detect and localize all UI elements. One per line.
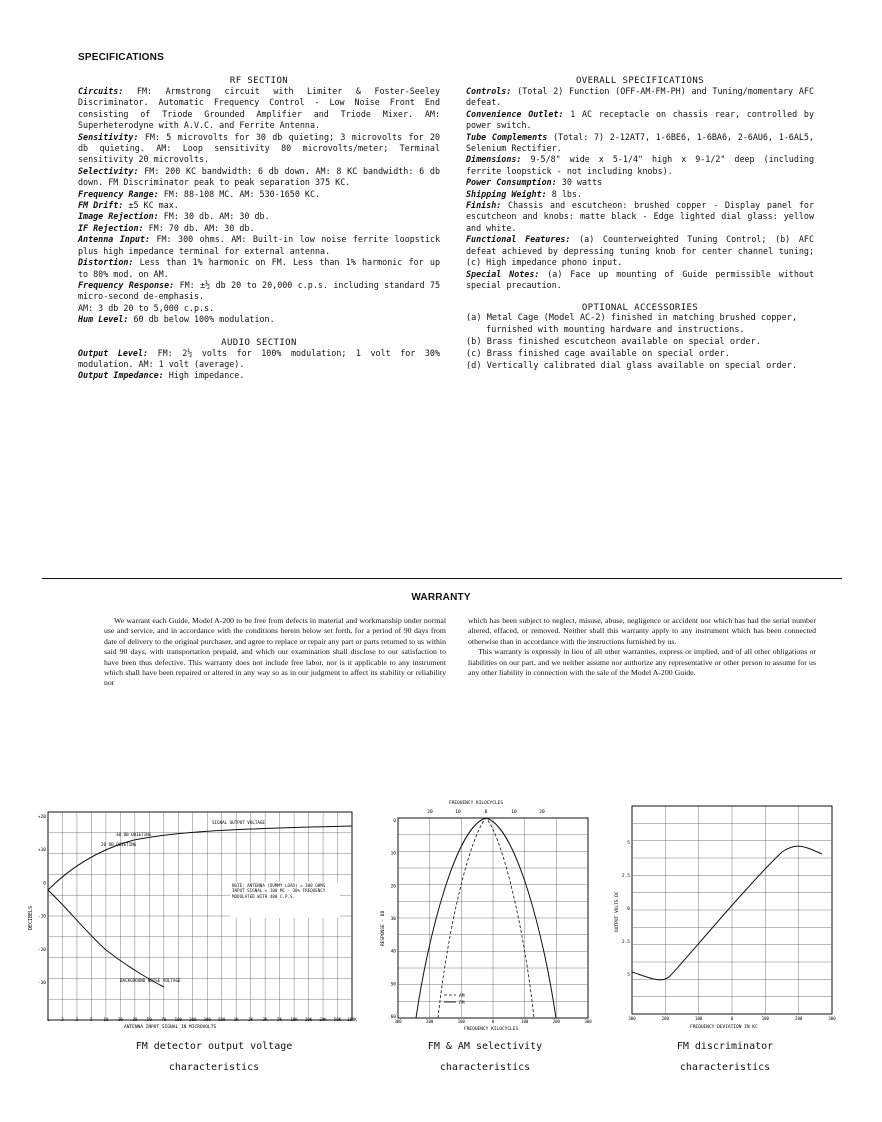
y-tick-label: 0 [43, 881, 46, 887]
x-tick-label: 0 [730, 1016, 734, 1021]
x-tick-label: 2 [61, 1017, 64, 1022]
rf-item-label: Distortion: [78, 257, 134, 268]
y-tick-label: -30 [37, 981, 46, 986]
x-tick-label: 200 [189, 1017, 197, 1022]
graph3-ylabel: OUTPUT VOLTS DC [615, 891, 620, 932]
graph1-note: NOTE: ANTENNA (DUMMY LOAD) = 300 OHMS INPUT SIGNAL = 100 MC - 30% FREQUENCY MODULATED WITH 400 C.P.S. [232, 883, 326, 899]
y-tick-label: 50 [390, 982, 396, 988]
rf-item-label: Selectivity: [78, 165, 139, 176]
rf-item [78, 211, 440, 222]
top-tick-label: 0 [484, 810, 488, 815]
rf-item [78, 132, 440, 166]
overall-item [466, 177, 814, 188]
rf-item-text: FM: 88-108 MC. AM: 530-1650 KC. [158, 188, 321, 199]
x-tick-label: 200 [795, 1016, 803, 1021]
discriminator-graph [610, 802, 842, 1032]
accessory-item: (c) Brass finished cage available on special order. [466, 348, 730, 359]
rf-item-text: FM: 30 db. AM: 30 db. [158, 211, 270, 222]
graph3-caption-line1: FM discriminator [676, 1041, 774, 1052]
graph1-caption-line2: characteristics [168, 1062, 260, 1073]
y-tick-label: 2.5 [621, 874, 630, 879]
y-tick-label: +20 [37, 815, 46, 820]
x-tick-label: 100 [174, 1017, 182, 1022]
rf-item-label: IF Rejection: [78, 222, 144, 233]
rf-item [78, 280, 440, 303]
overall-item-text: (a) Face up mounting of Guide permissible without special precaution. [466, 268, 815, 290]
x-tick-label: 5 [90, 1017, 93, 1022]
overall-item-label: Special Notes: [466, 268, 540, 279]
selectivity-graph [376, 796, 596, 1032]
y-tick-label: 10 [390, 851, 396, 857]
rf-item [78, 200, 440, 211]
x-tick-label: 300 [828, 1016, 836, 1021]
overall-item-label: Controls: [466, 86, 512, 96]
y-tick-label: 0 [393, 819, 396, 824]
overall-item [466, 269, 814, 292]
rf-item-label: Frequency Range: [78, 188, 159, 199]
accessory-item: (d) Vertically calibrated dial glass available on special order. [466, 361, 798, 372]
rf-item-label: Frequency Response: [78, 279, 175, 290]
fm-detector-graph [24, 790, 364, 1030]
overall-item [466, 109, 814, 132]
x-tick-label: 500 [218, 1017, 226, 1022]
rf-item-text: AM: 3 db 20 to 5,000 c.p.s. [78, 302, 215, 313]
y-tick-label: 0 [627, 907, 630, 912]
accessory-item: (a) Metal Cage (Model AC-2) finished in matching brushed copper, furnished with mounting hardware and instructions. [466, 313, 798, 335]
x-tick-label: 20 [117, 1017, 123, 1022]
graph3-caption [620, 1036, 830, 1078]
overall-item [466, 154, 814, 177]
warranty-col1 [104, 616, 446, 689]
x-tick-label: 200 [661, 1016, 669, 1021]
x-tick-label: 1K [233, 1017, 239, 1022]
top-tick-label: 10 [511, 810, 517, 815]
audio-section-list [78, 348, 440, 382]
rf-item-label: Antenna Input: [78, 234, 150, 245]
label-20db-quieting: 20 DB QUIETING [101, 842, 137, 847]
overall-item [466, 189, 814, 200]
x-tick-label: 50K [333, 1017, 342, 1022]
rf-section-list [78, 86, 440, 326]
rf-item-text: FM: 300 ohms. AM: Built-in low noise ferrite loopstick plus high impedance terminal for external antenna. [78, 234, 440, 256]
x-tick-label: 10 [103, 1017, 109, 1022]
y-tick-label: +10 [37, 848, 46, 854]
audio-item-label: Output Impedance: [78, 370, 164, 381]
top-tick-label: 10 [455, 810, 461, 815]
audio-item [78, 348, 440, 371]
warranty-heading: WARRANTY [411, 592, 471, 603]
rf-item-text: FM: ±½ db 20 to 20,000 c.p.s. including standard 75 micro-second de-emphasis. [78, 279, 440, 302]
x-tick-label: 300 [628, 1016, 636, 1021]
x-tick-label: 3K [262, 1017, 268, 1022]
graph2-caption [380, 1036, 590, 1078]
overall-item-label: Finish: [466, 200, 502, 211]
rf-item [78, 257, 440, 280]
x-tick-label: 300 [394, 1019, 402, 1024]
warranty-paragraph-3: This warranty is expressly in lieu of all other warranties, express or implied, and of all other obligations or liabilities on our part, and we neither assume nor authorize any representative or other person to assume for us any other liability in connection with the sale of the Model A-200 Guide. [468, 647, 816, 678]
accessories-list [466, 313, 814, 372]
legend-am: AM [459, 994, 465, 999]
overall-item-label: Convenience Outlet: [466, 108, 564, 119]
rf-item-text: ±5 KC max. [123, 200, 179, 211]
audio-item-label: Output Level: [78, 347, 149, 358]
y-tick-label: -20 [37, 947, 46, 953]
overall-item-text: (Total: 7) 2-12AT7, 1-6BE6, 1-6BA6, 2-6AU6, 1-6AL5, Selenium Rectifier. [466, 131, 814, 154]
x-tick-label: 1 [46, 1017, 50, 1022]
audio-item-text: High impedance. [163, 370, 245, 381]
rf-item-label: Sensitivity: [78, 131, 139, 142]
graph2-xlabel: FREQUENCY KILOCYCLES [464, 1027, 519, 1032]
graph1-ylabel: DECIBELS [28, 905, 34, 930]
rf-item-text: FM: 70 db. AM: 30 db. [143, 222, 255, 233]
audio-section-heading: AUDIO SECTION [221, 337, 297, 348]
rf-item-text: Less than 1% harmonic on FM. Less than 1% harmonic for up to 80% mod. on AM. [78, 257, 440, 279]
overall-item [466, 86, 814, 109]
y-tick-label: 30 [390, 917, 396, 922]
x-tick-label: 50 [146, 1017, 152, 1022]
overall-specs-list [466, 86, 814, 291]
y-tick-label: 5 [627, 841, 630, 846]
overall-item-label: Functional Features: [466, 234, 571, 245]
graph3-xlabel: FREQUENCY DEVIATION IN KC [690, 1025, 758, 1030]
page-title: SPECIFICATIONS [78, 52, 164, 63]
overall-item-text: (Total 2) Function (OFF-AM-FM-PH) and Tuning/momentary AFC defeat. [466, 86, 814, 108]
rf-item [78, 189, 440, 200]
warranty-paragraph-2: which has been subject to neglect, misuse, abuse, negligence or accident nor which has had the serial number altered, effaced, or removed. Neither shall this warranty apply to any instrument which has been connected otherwise than in accordance with the instructions furnished by us. [468, 616, 816, 646]
x-tick-label: 3 [75, 1017, 79, 1022]
right-column [466, 76, 814, 373]
overall-item-label: Power Consumption: [466, 177, 557, 188]
warranty-paragraph-1: We warrant each Guide, Model A-200 to be free from defects in material and workmanship under normal use and service, and in accordance with the conditions herein below set forth, for a period of 90 days from date of delivery to the original purchaser, and agree to replace or repair any part or parts returned to us within said 90 days, with transportation prepaid, and which our examination shall disclose to our satisfaction to have been thus defective. This warranty does not include free labor, nor is it applicable to any instrument which shall have been repaired or altered in any way so as in our judgment to affect its stability or reliability nor [104, 616, 446, 688]
overall-item-text: 9-5/8" wide x 5-1/4" high x 9-1/2" deep (including ferrite loopstick - not including knobs). [466, 154, 814, 176]
accessories-heading: OPTIONAL ACCESSORIES [581, 303, 699, 314]
overall-item-text: Chassis and escutcheon: brushed copper - Display panel for escutcheon and knobs: matte black - Edge lighted dial glass: yellow and white. [466, 200, 814, 233]
x-tick-label: 300 [203, 1017, 211, 1022]
y-tick-label: 20 [390, 884, 396, 890]
overall-item-label: Tube Complements [466, 131, 548, 142]
top-tick-label: 20 [427, 810, 433, 815]
graph2-caption-line2: characteristics [439, 1062, 531, 1073]
label-background-noise: BACKGROUND NOISE VOLTAGE [120, 978, 181, 983]
rf-item-text: FM: Armstrong circuit with Limiter & Foster-Seeley Discriminator. Automatic Frequency Control - Low Noise Front End consisting of Triode Grounded Amplifier and Triode Mixer. AM: Superheterodyne with A.V.C. and Ferrite Antenna. [78, 86, 440, 131]
rf-item [78, 234, 440, 257]
x-tick-label: 200 [426, 1019, 434, 1024]
rf-item-text: 60 db below 100% modulation. [128, 314, 275, 325]
rf-item-label: Circuits: [78, 86, 124, 96]
x-tick-label: 70 [161, 1017, 167, 1022]
overall-item-text: (a) Counterweighted Tuning Control; (b) AFC defeat achieved by depressing tuning knob for center channel tuning; (c) High impedance phono input. [466, 234, 815, 268]
x-tick-label: 10K [290, 1017, 298, 1022]
rf-item [78, 86, 440, 132]
x-tick-label: 200 [552, 1019, 560, 1024]
x-tick-label: 0 [491, 1019, 495, 1024]
graph1-xlabel: ANTENNA INPUT SIGNAL IN MICROVOLTS [124, 1025, 217, 1030]
legend-fm: FM [459, 1001, 465, 1006]
x-tick-label: 100 [457, 1019, 465, 1024]
rf-section-heading: RF SECTION [229, 76, 289, 86]
top-tick-label: 20 [539, 810, 545, 815]
section-divider [42, 578, 842, 579]
rf-item-text: FM: 5 microvolts for 30 db quieting; 3 microvolts for 20 db quieting. AM: Loop sensitivity 80 microvolts/meter; Terminal sensitivity 20 microvolts. [78, 131, 440, 165]
overall-item [466, 200, 814, 234]
x-tick-label: 2K [248, 1017, 254, 1022]
x-tick-label: 100 [761, 1016, 769, 1021]
x-tick-label: 30 [132, 1017, 138, 1022]
accessory-item: (b) Brass finished escutcheon available on special order. [466, 336, 761, 347]
graph2-top-label: FREQUENCY KILOCYCLES [448, 801, 504, 806]
rf-item [78, 303, 440, 314]
overall-item-label: Shipping Weight: [466, 188, 547, 199]
x-tick-label: 30K [319, 1017, 327, 1022]
audio-item-text: FM: 2½ volts for 100% modulation; 1 volt for 30% modulation. AM: 1 volt (average). [78, 347, 440, 369]
overall-item-text: 8 lbs. [546, 188, 582, 199]
overall-item-label: Dimensions: [466, 154, 522, 165]
graph1-caption-line1: FM detector output voltage [135, 1041, 293, 1052]
discriminator-curve [632, 846, 822, 980]
graph2-caption-line1: FM & AM selectivity [427, 1041, 543, 1052]
label-30db-quieting: 30 DB QUIETING [116, 832, 152, 837]
rf-item-label: Hum Level: [78, 314, 129, 325]
rf-item [78, 314, 440, 325]
y-tick-label: 2.5 [621, 940, 630, 945]
y-tick-label: 40 [390, 949, 396, 955]
rf-item-label: FM Drift: [78, 200, 124, 211]
rf-item [78, 166, 440, 189]
y-tick-label: 60 [390, 1015, 396, 1020]
y-tick-label: -10 [37, 914, 46, 920]
x-tick-label: 300 [584, 1019, 592, 1024]
overall-item-text: 30 watts [556, 177, 603, 188]
graph2-ylabel: RESPONSE - DB [381, 910, 386, 946]
label-signal-output: SIGNAL OUTPUT VOLTAGE [212, 820, 265, 825]
x-tick-label: 20K [304, 1017, 313, 1022]
y-tick-label: 5 [627, 973, 630, 978]
x-tick-label: 5K [277, 1017, 283, 1022]
overall-item-text: 1 AC receptacle on chassis rear, controlled by power switch. [466, 108, 814, 131]
rf-item-text: FM: 200 KC bandwidth: 6 db down. AM: 8 KC bandwidth: 6 db down. FM Discriminator peak to peak separation 375 KC. [78, 165, 440, 188]
x-tick-label: 100 [695, 1016, 703, 1021]
overall-item [466, 234, 814, 268]
rf-item [78, 223, 440, 234]
x-tick-label: 100K [347, 1017, 357, 1022]
rf-item-label: Image Rejection: [78, 211, 159, 222]
warranty-col2 [468, 616, 816, 678]
signal-output-curve [48, 826, 352, 890]
graph1-caption [84, 1036, 344, 1078]
left-column [78, 76, 440, 382]
graph3-caption-line2: characteristics [679, 1062, 771, 1073]
overall-specs-heading: OVERALL SPECIFICATIONS [575, 76, 704, 86]
audio-item [78, 370, 440, 381]
x-tick-label: 100 [521, 1019, 529, 1024]
overall-item [466, 132, 814, 155]
